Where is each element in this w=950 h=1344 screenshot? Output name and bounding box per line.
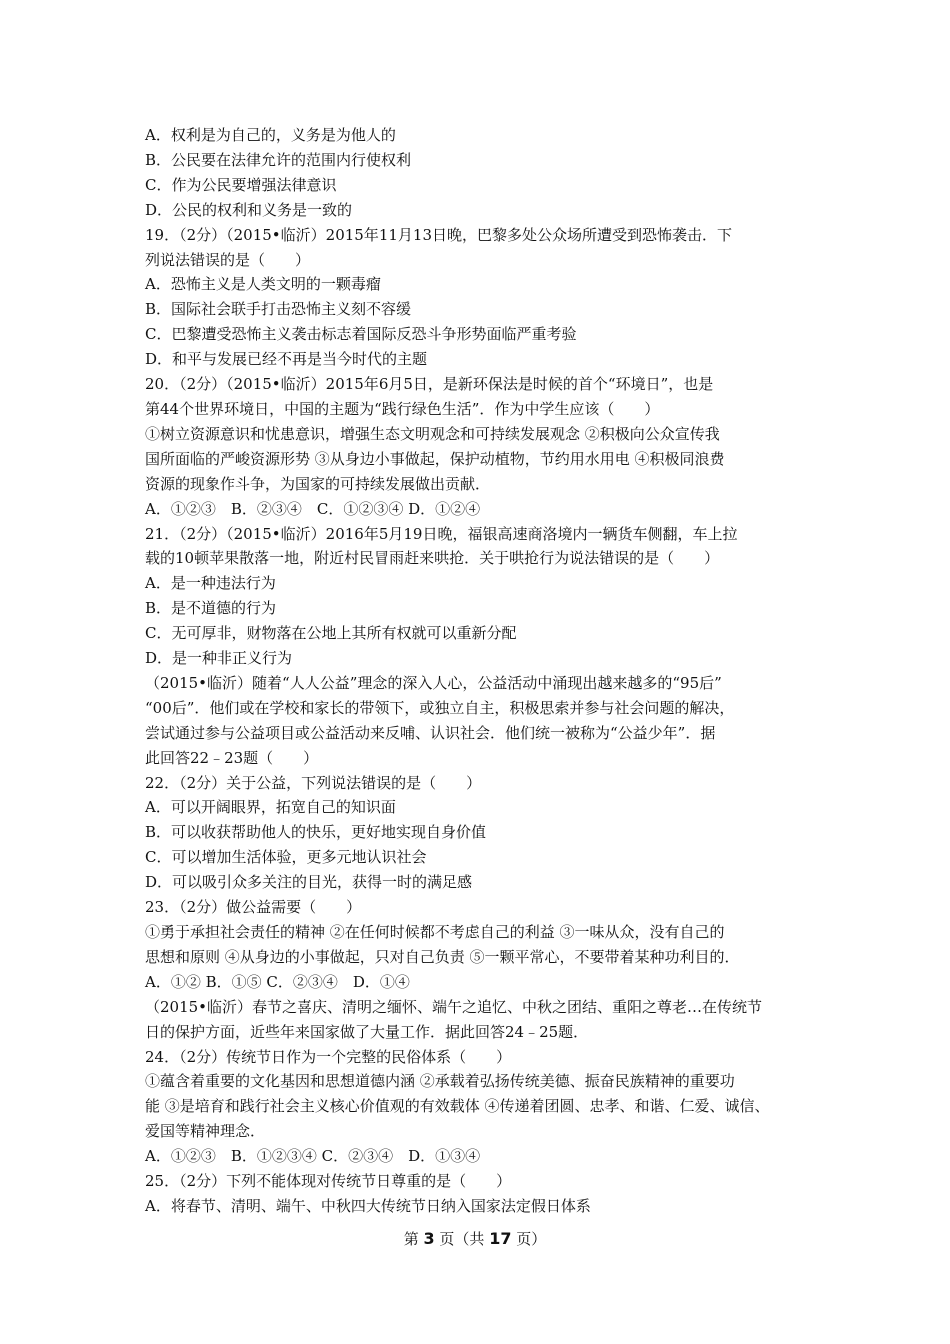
footer-middle: 页（共 xyxy=(439,1230,485,1248)
text-line: B．是不道德的行为 xyxy=(145,599,277,618)
text-line: 资源的现象作斗争，为国家的可持续发展做出贡献． xyxy=(145,474,491,493)
text-line: C．可以增加生活体验，更多元地认识社会 xyxy=(145,848,427,867)
text-line: 22．（2分）关于公益，下列说法错误的是（ ） xyxy=(145,773,482,792)
text-line: A．是一种违法行为 xyxy=(145,574,276,593)
text-line: B．国际社会联手打击恐怖主义刻不容缓 xyxy=(145,300,412,319)
text-line: A．可以开阔眼界，拓宽自己的知识面 xyxy=(145,798,396,817)
text-line: C．巴黎遭受恐怖主义袭击标志着国际反恐斗争形势面临严重考验 xyxy=(145,325,577,344)
text-line: D．公民的权利和义务是一致的 xyxy=(145,200,353,219)
text-line: B．公民要在法律允许的范围内行使权利 xyxy=(145,150,412,169)
text-line: B．可以收获帮助他人的快乐，更好地实现自身价值 xyxy=(145,823,487,842)
text-line: ①树立资源意识和忧患意识，增强生态文明观念和可持续发展观念 ②积极向公众宣传我 xyxy=(145,424,720,443)
page-footer xyxy=(0,1229,950,1249)
text-line: 此回答22﹣23题（ ） xyxy=(145,748,319,767)
text-line: 23．（2分）做公益需要（ ） xyxy=(145,898,362,917)
text-line: 尝试通过参与公益项目或公益活动来反哺、认识社会．他们统一被称为“公益少年”．据 xyxy=(145,723,716,742)
footer-total-pages: 17 xyxy=(489,1229,512,1248)
text-line: A．①② B．①⑤ C．②③④ D．①④ xyxy=(145,972,410,991)
text-line: （2015•临沂）随着“人人公益”理念的深入人心，公益活动中涌现出越来越多的“95后” xyxy=(145,673,722,692)
text-line: 24．（2分）传统节日作为一个完整的民俗体系（ ） xyxy=(145,1047,512,1066)
text-line: A．权利是为自己的，义务是为他人的 xyxy=(145,126,396,144)
text-line: A．恐怖主义是人类文明的一颗毒瘤 xyxy=(145,275,381,294)
text-line: 20．（2分）（2015•临沂）2015年6月5日，是新环保法是时候的首个“环境日”，也是 xyxy=(145,375,714,394)
text-line: 载的10顿苹果散落一地，附近村民冒雨赶来哄抢．关于哄抢行为说法错误的是（ ） xyxy=(145,549,720,568)
text-line: 第44个世界环境日，中国的主题为“践行绿色生活”．作为中学生应该（ ） xyxy=(145,399,660,418)
text-line: 25．（2分）下列不能体现对传统节日尊重的是（ ） xyxy=(145,1172,512,1191)
text-line: “00后”．他们或在学校和家长的带领下，或独立自主，积极思索并参与社会问题的解决， xyxy=(145,698,735,717)
text-line: A．①②③ B．①②③④ C．②③④ D．①③④ xyxy=(145,1147,481,1166)
question-content xyxy=(145,123,825,1219)
text-line: 国所面临的严峻资源形势 ③从身边小事做起，保护动植物，节约用水用电 ④积极同浪费 xyxy=(145,449,725,468)
text-line: 日的保护方面，近些年来国家做了大量工作．据此回答24﹣25题． xyxy=(145,1022,589,1041)
footer-page-number: 3 xyxy=(423,1229,435,1248)
text-line: D．可以吸引众多关注的目光，获得一时的满足感 xyxy=(145,873,473,892)
text-line: 21．（2分）（2015•临沂）2016年5月19日晚，福银高速商洛境内一辆货车侧翻，车上拉 xyxy=(145,524,738,543)
text-line: 爱国等精神理念． xyxy=(145,1122,266,1141)
text-line: C．无可厚非，财物落在公地上其所有权就可以重新分配 xyxy=(145,624,517,643)
text-line: D．和平与发展已经不再是当今时代的主题 xyxy=(145,350,428,369)
text-line: D．是一种非正义行为 xyxy=(145,649,293,668)
text-line: 能 ③是培育和践行社会主义核心价值观的有效载体 ④传递着团圆、忠孝、和谐、仁爱、诚信、 xyxy=(145,1097,770,1116)
footer-suffix: 页） xyxy=(516,1230,547,1248)
text-line: 列说法错误的是（ ） xyxy=(145,250,311,269)
footer-prefix: 第 xyxy=(403,1230,419,1248)
text-line: 思想和原则 ④从身边的小事做起，只对自己负责 ⑤一颗平常心，不要带着某种功利目的． xyxy=(145,947,740,966)
text-line: A．将春节、清明、端午、中秋四大传统节日纳入国家法定假日体系 xyxy=(145,1196,591,1215)
text-line: ①勇于承担社会责任的精神 ②在任何时候都不考虑自己的利益 ③一味从众，没有自己的 xyxy=(145,923,725,941)
text-line: 19．（2分）（2015•临沂）2015年11月13日晚，巴黎多处公众场所遭受到恐怖袭击．下 xyxy=(145,225,733,244)
text-line: （2015•临沂）春节之喜庆、清明之缅怀、端午之追忆、中秋之团结、重阳之尊老…在传统节 xyxy=(145,997,763,1016)
text-line: C．作为公民要增强法律意识 xyxy=(145,175,337,194)
text-line: A．①②③ B．②③④ C．①②③④ D．①②④ xyxy=(145,499,481,518)
text-line: ①蕴含着重要的文化基因和思想道德内涵 ②承载着弘扬传统美德、振奋民族精神的重要功 xyxy=(145,1072,735,1091)
